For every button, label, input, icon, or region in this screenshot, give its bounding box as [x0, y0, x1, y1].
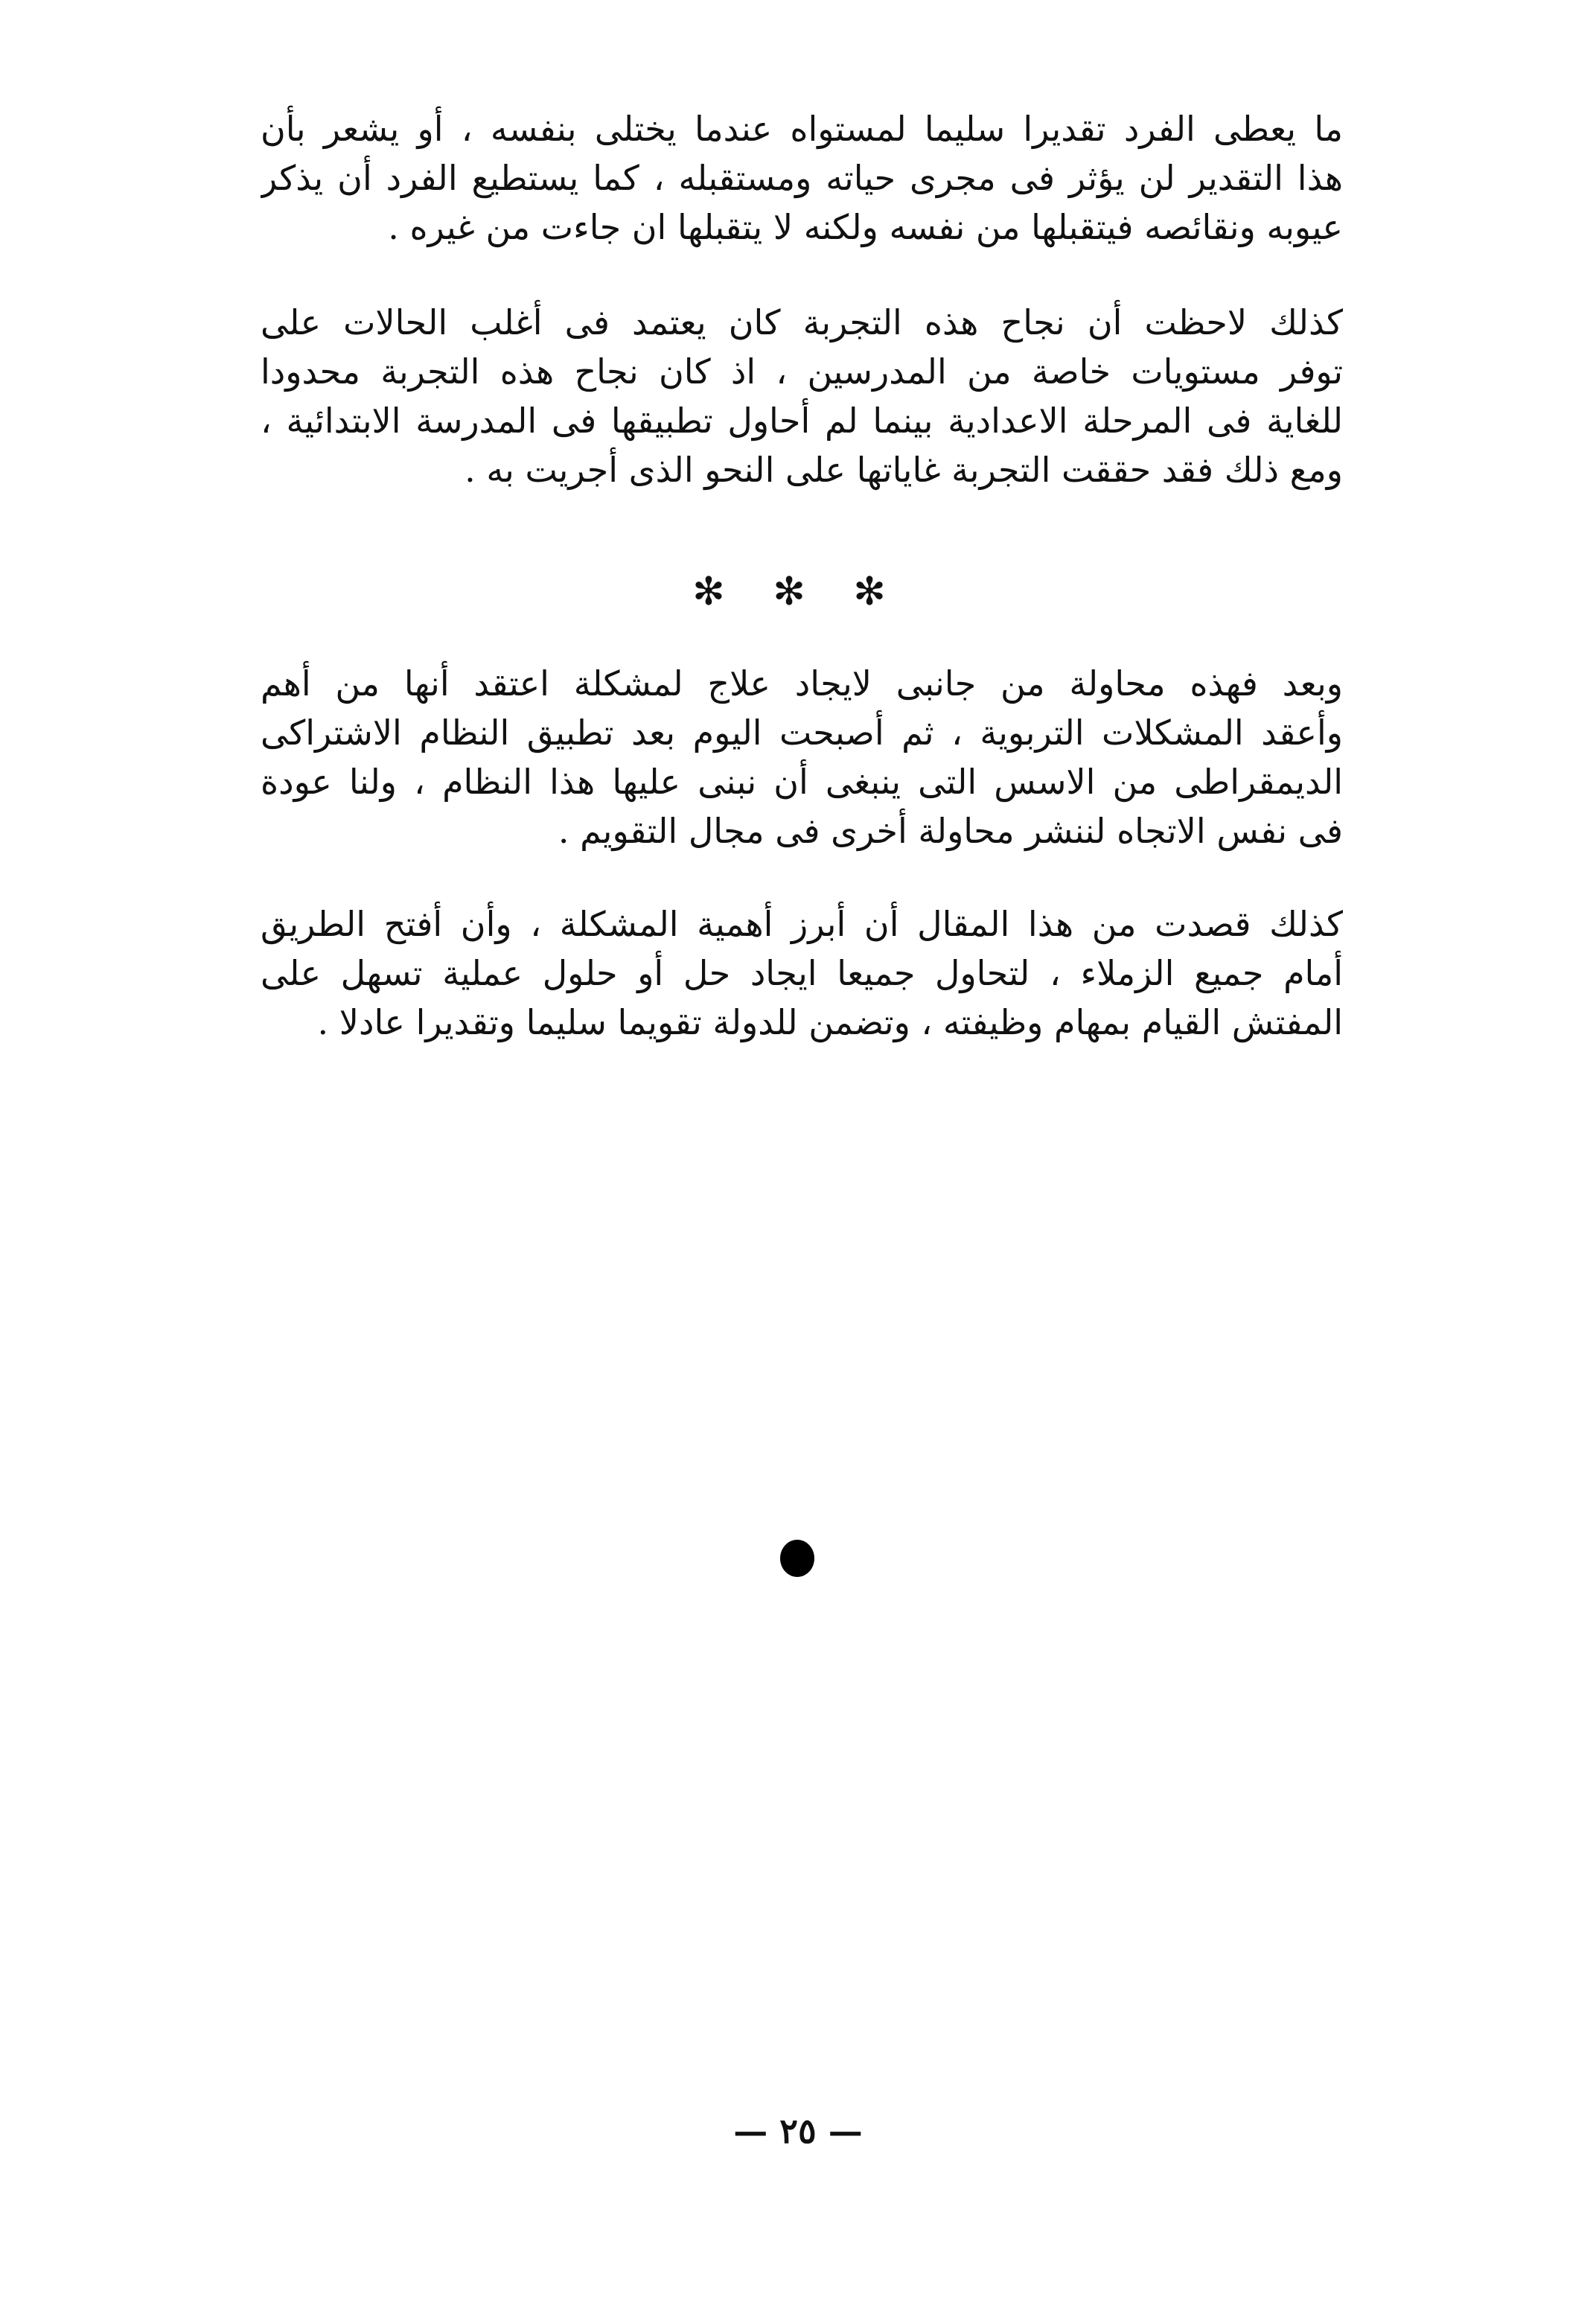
paragraph-line: الديمقراطى من الاسس التى ينبغى أن نبنى عليها هذا النظام ، ولنا عودة [261, 762, 1343, 802]
section-separator: ✻ ✻ ✻ [692, 570, 904, 614]
paragraph-line: ما يعطى الفرد تقديرا سليما لمستواه عندما يختلى بنفسه ، أو يشعر بأن [261, 109, 1343, 149]
paragraph-line: فى نفس الاتجاه لننشر محاولة أخرى فى مجال التقويم . [558, 811, 1343, 851]
paragraph-1 [261, 104, 1343, 252]
paragraph-2 [261, 298, 1343, 494]
paragraph-line: أمام جميع الزملاء ، لتحاول جميعا ايجاد حل أو حلول عملية تسهل على [261, 953, 1343, 993]
paragraph-line: كذلك قصدت من هذا المقال أن أبرز أهمية المشكلة ، وأن أفتح الطريق [261, 904, 1343, 944]
paragraph-line: هذا التقدير لن يؤثر فى مجرى حياته ومستقبله ، كما يستطيع الفرد أن يذكر [261, 158, 1343, 198]
end-of-article-dot-icon [780, 1540, 814, 1577]
paragraph-line: للغاية فى المرحلة الاعدادية بينما لم أحاول تطبيقها فى المدرسة الابتدائية ، [261, 401, 1343, 441]
paragraph-line: توفر مستويات خاصة من المدرسين ، اذ كان نجاح هذه التجربة محدودا [261, 351, 1343, 392]
paragraph-line: كذلك لاحظت أن نجاح هذه التجربة كان يعتمد فى أغلب الحالات على [261, 302, 1343, 342]
paragraph-4 [261, 899, 1343, 1047]
page-number: — ٢٥ — [733, 2111, 863, 2151]
paragraph-line: المفتش القيام بمهام وظيفته ، وتضمن للدولة تقويما سليما وتقديرا عادلا . [317, 1002, 1343, 1042]
paragraph-line: وبعد فهذه محاولة من جانبى لايجاد علاج لمشكلة اعتقد أنها من أهم [261, 663, 1343, 704]
paragraph-3 [261, 659, 1343, 855]
paragraph-line: عيوبه ونقائصه فيتقبلها من نفسه ولكنه لا يتقبلها ان جاءت من غيره . [388, 207, 1343, 247]
paragraph-line: ومع ذلك فقد حققت التجربة غاياتها على النحو الذى أجريت به . [465, 450, 1343, 490]
paragraph-line: وأعقد المشكلات التربوية ، ثم أصبحت اليوم بعد تطبيق النظام الاشتراكى [261, 713, 1343, 753]
